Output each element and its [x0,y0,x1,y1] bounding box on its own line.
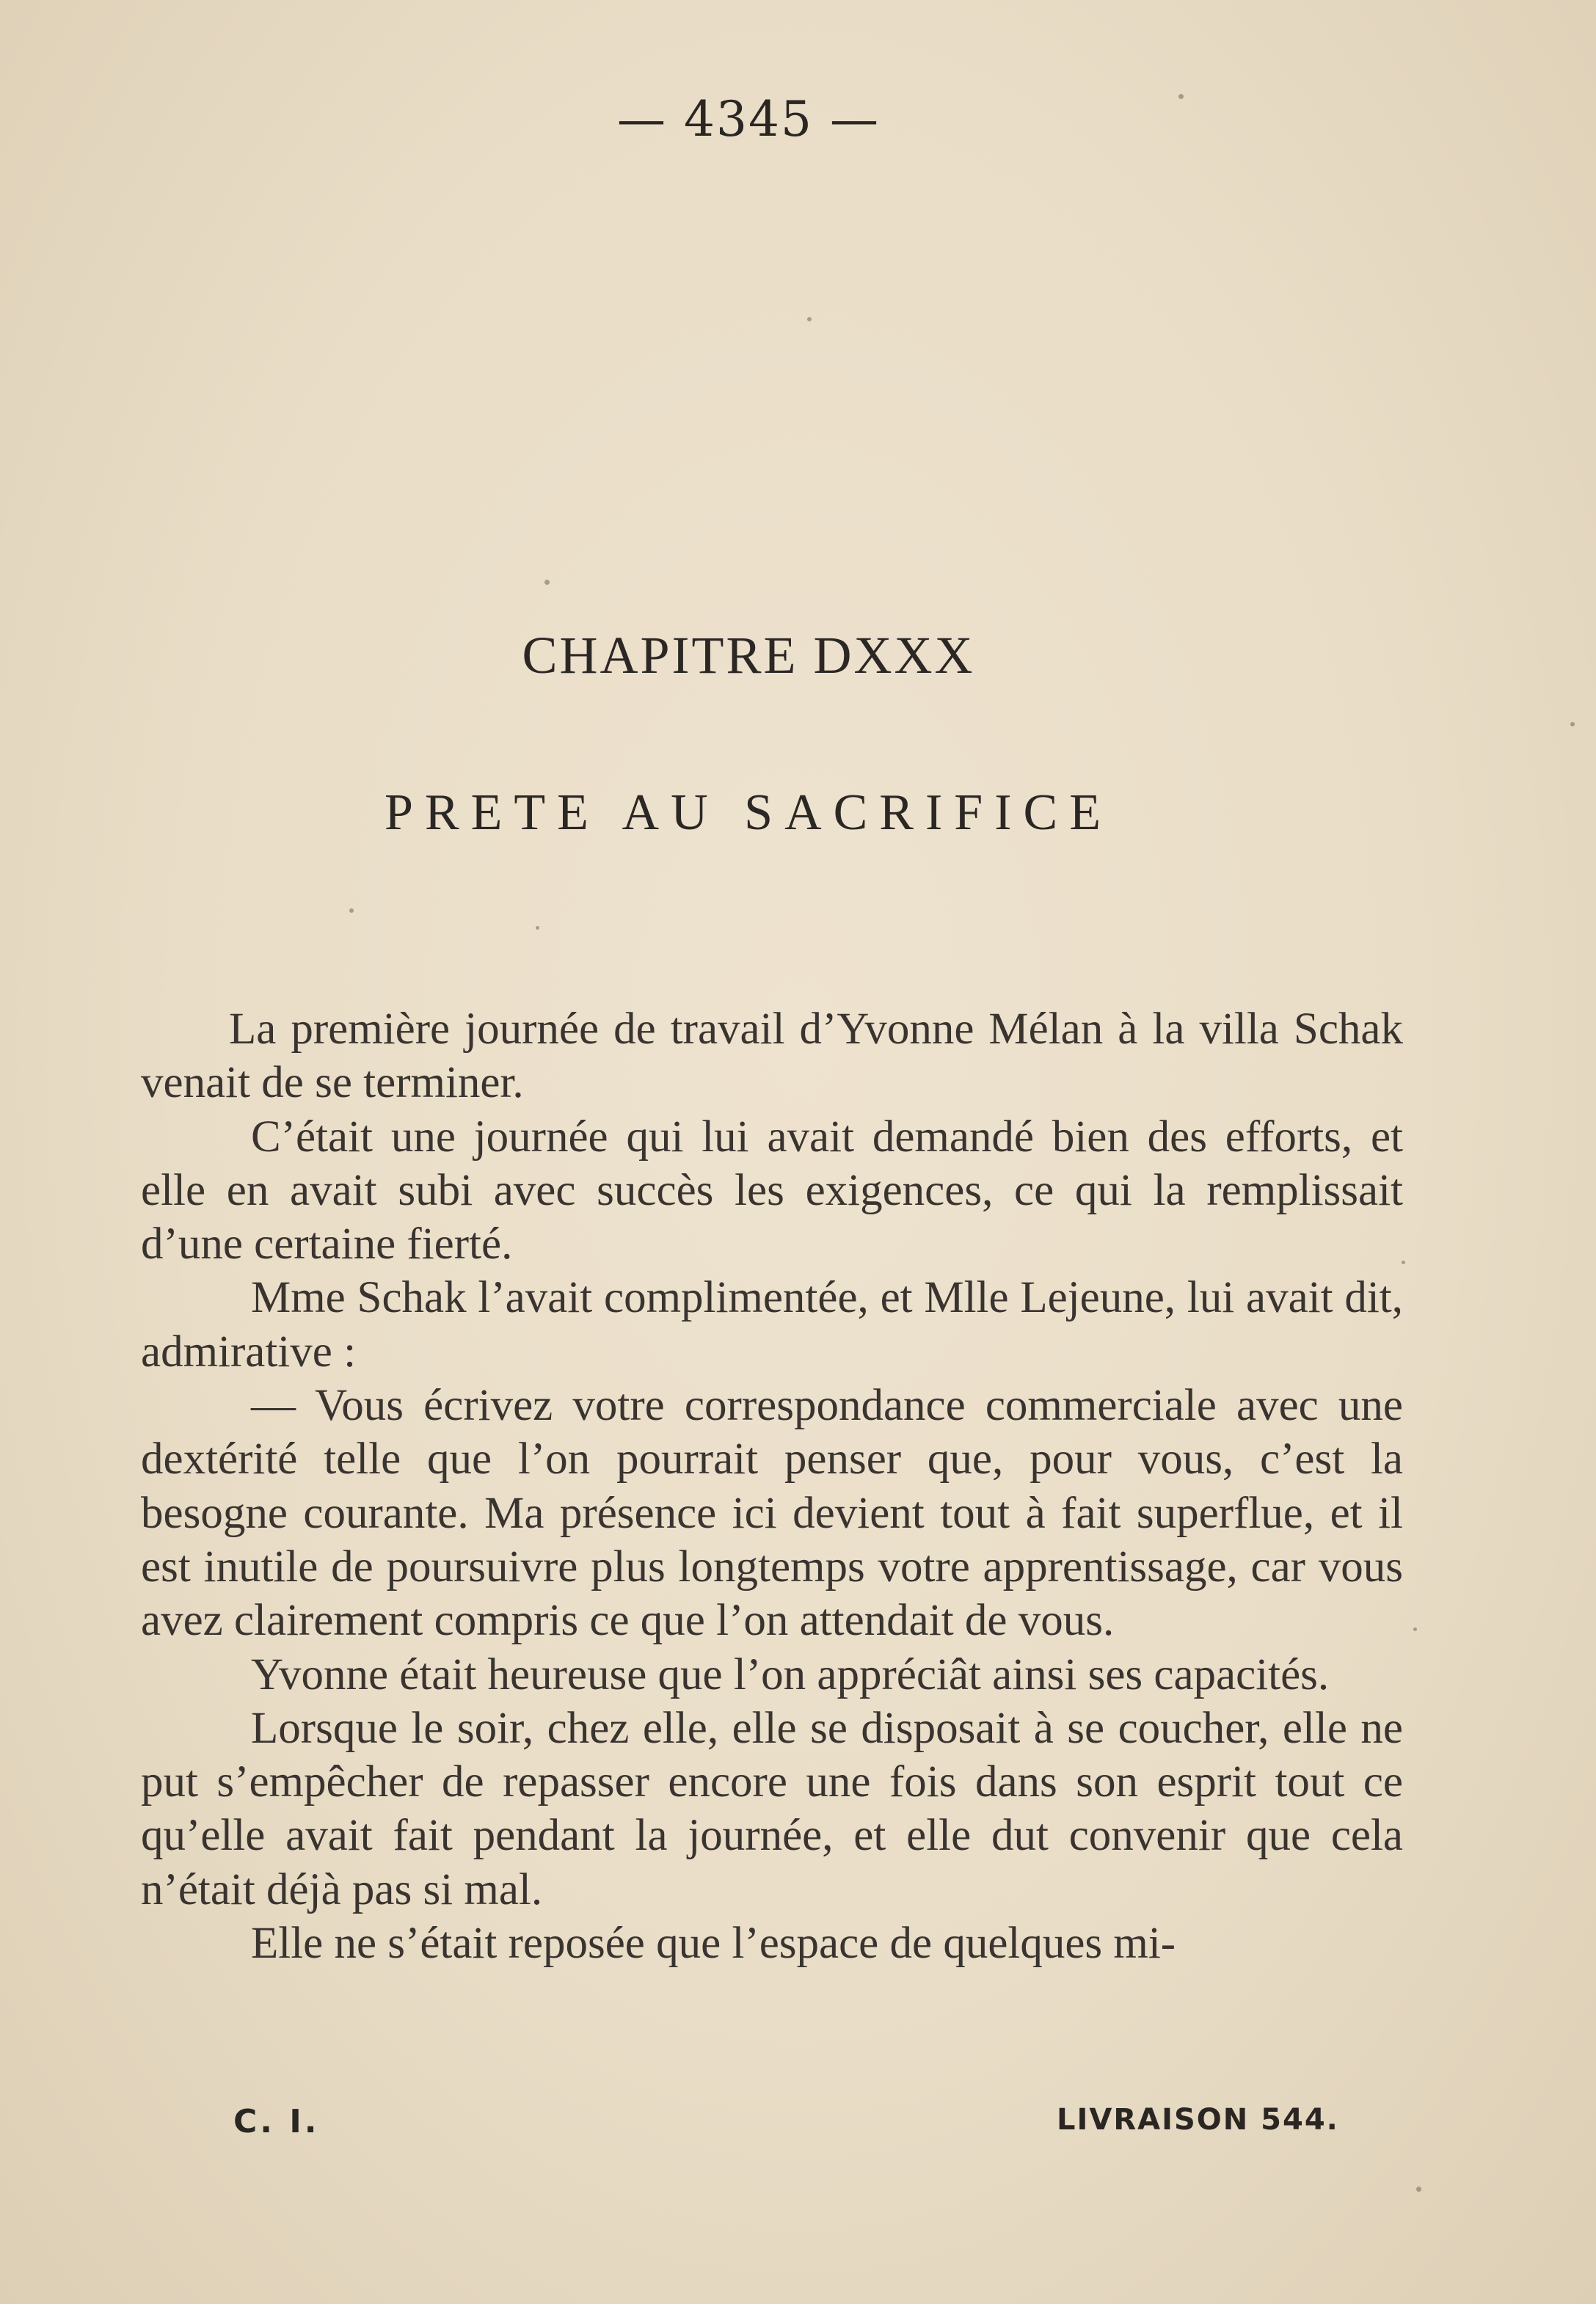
paragraph: Yvonne était heureuse que l’on appréciât ainsi ses capacités. [251,1649,1330,1699]
paper-speck [1416,2187,1421,2192]
footer-signature: C. I. [233,2103,320,2140]
paper-speck [349,908,354,913]
paragraph: Elle ne s’était reposée que l’espace de quelques mi- [251,1919,1176,1969]
body-text [141,1002,1403,1970]
paragraph: La première journée de travail d’Yvonne Mélan à la villa Schak venait de se terminer. [141,1005,1403,1108]
footer-livraison: LIVRAISON 544. [1057,2103,1339,2137]
paper-speck [1570,722,1575,726]
page-number: — 4345 — [617,91,880,147]
paragraph: — Vous écrivez votre correspondance commerciale avec une dextérité telle que l’on pourrait penser que, pour vous, c’est la besogne courante. Ma présence ici devient tout à fait superflue, et il est inutile de poursuivre plus longtemps votre apprentissage, car vous avez clairement compris ce que l’on attendait de vous. [141,1381,1403,1646]
paper-speck [1402,1261,1405,1264]
paper-speck [536,926,539,930]
chapter-title: CHAPITRE DXXX [522,626,975,685]
paper-speck [1413,1627,1417,1631]
paragraph: Lorsque le soir, chez elle, elle se disposait à se coucher, elle ne put s’empêcher de repasser encore une fois dans son esprit tout ce qu’elle avait fait pendant la journée, et elle dut convenir que cela n’était déjà pas si mal. [141,1703,1403,1914]
chapter-subtitle: PRETE AU SACRIFICE [385,784,1112,841]
paragraph: Mme Schak l’avait complimentée, et Mlle Lejeune, lui avait dit, admirative : [141,1273,1403,1377]
paragraph: C’était une journée qui lui avait demandé bien des efforts, et elle en avait subi avec succès les exigences, ce qui la remplissait d’une certaine fierté. [141,1112,1403,1269]
paper-speck [807,317,812,321]
page-footer [0,2103,1596,2154]
paper-speck [544,580,550,585]
paper-speck [1178,94,1184,99]
